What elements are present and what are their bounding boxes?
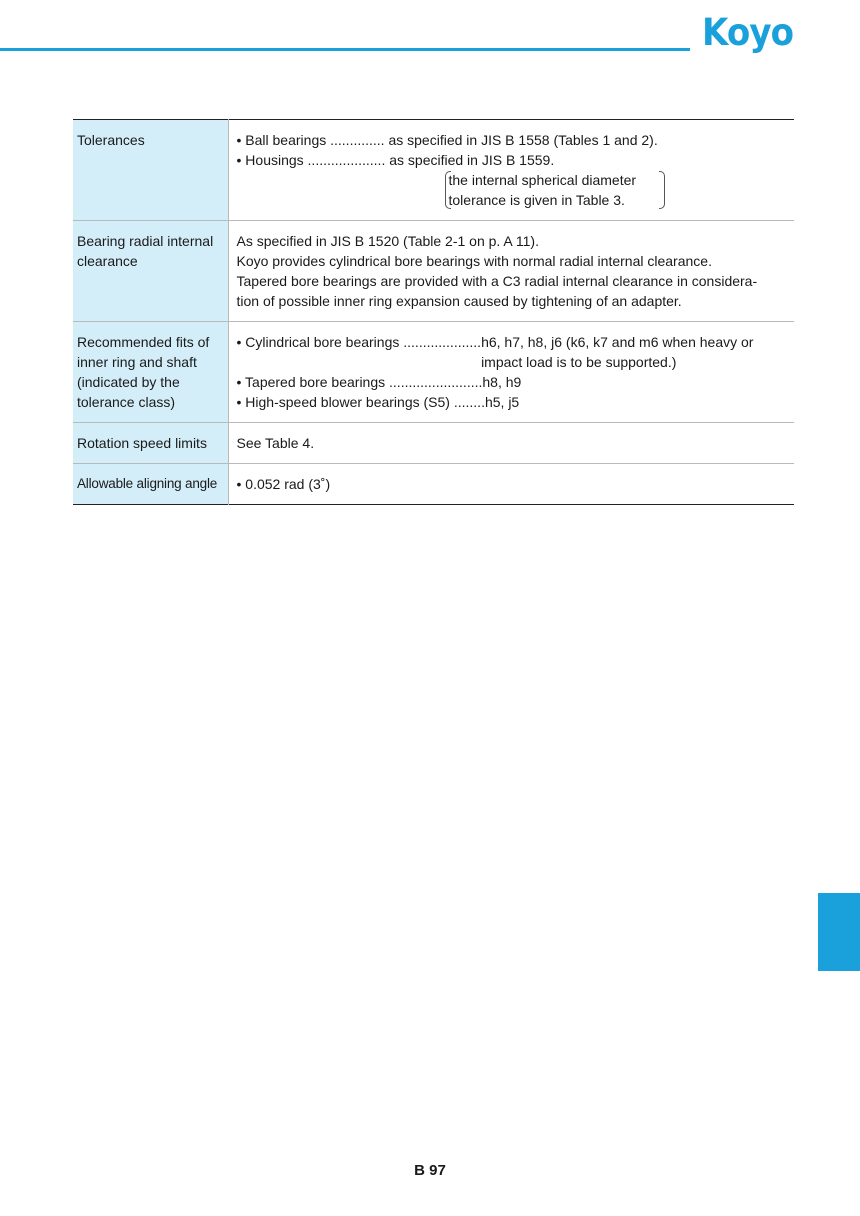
value-line: • Housings .................... as specified in JIS B 1559. [236, 152, 555, 168]
section-tab-marker [818, 893, 860, 971]
row-value [228, 221, 794, 322]
row-value [228, 322, 794, 423]
note-line: the internal spherical diameter [448, 172, 637, 188]
note-line: tolerance is given in Table 3. [448, 192, 625, 208]
value-line: See Table 4. [236, 435, 315, 451]
right-brace [659, 171, 665, 209]
row-label: Recommended fits of inner ring and shaft (indicated by the tolerance class) [73, 322, 228, 423]
fit-item-value: h5, j5 [484, 394, 520, 410]
table-row [73, 423, 794, 464]
table-row [73, 221, 794, 322]
fit-item-lead: • High-speed blower bearings (S5) ........ [236, 394, 485, 410]
value-line: Tapered bore bearings are provided with a C3 radial internal clearance in considera- [236, 273, 758, 289]
row-label: Bearing radial internal clearance [73, 221, 228, 322]
fit-item-value: h8, h9 [482, 374, 522, 390]
value-line: • 0.052 rad (3˚) [236, 476, 331, 492]
koyo-logo: Koyo [702, 11, 794, 54]
value-line: As specified in JIS B 1520 (Table 2-1 on p. A 11). [236, 233, 539, 249]
value-line: tion of possible inner ring expansion caused by tightening of an adapter. [236, 293, 682, 309]
table-row [73, 464, 794, 505]
page-number: B 97 [414, 1162, 446, 1179]
fit-item-lead: • Tapered bore bearings ........................ [236, 374, 483, 390]
row-label: Rotation speed limits [73, 423, 228, 464]
fit-item [237, 332, 789, 372]
specification-table [73, 119, 794, 505]
fit-item [237, 392, 789, 412]
value-line: Koyo provides cylindrical bore bearings with normal radial internal clearance. [236, 253, 712, 269]
fit-item-value: h6, h7, h8, j6 (k6, k7 and m6 when heavy or impact load is to be supported.) [481, 334, 754, 370]
row-value [228, 423, 794, 464]
row-label: Tolerances [73, 120, 228, 221]
row-value [228, 120, 794, 221]
left-brace [445, 171, 451, 209]
fit-item-lead: • Cylindrical bore bearings .................... [236, 334, 482, 350]
bracketed-note [445, 170, 665, 210]
table-row [73, 322, 794, 423]
table-row [73, 120, 794, 221]
row-label: Allowable aligning angle [73, 464, 228, 505]
value-line: • Ball bearings .............. as specified in JIS B 1558 (Tables 1 and 2). [236, 132, 658, 148]
row-value [228, 464, 794, 505]
header-rule [0, 48, 690, 51]
fit-item [237, 372, 789, 392]
